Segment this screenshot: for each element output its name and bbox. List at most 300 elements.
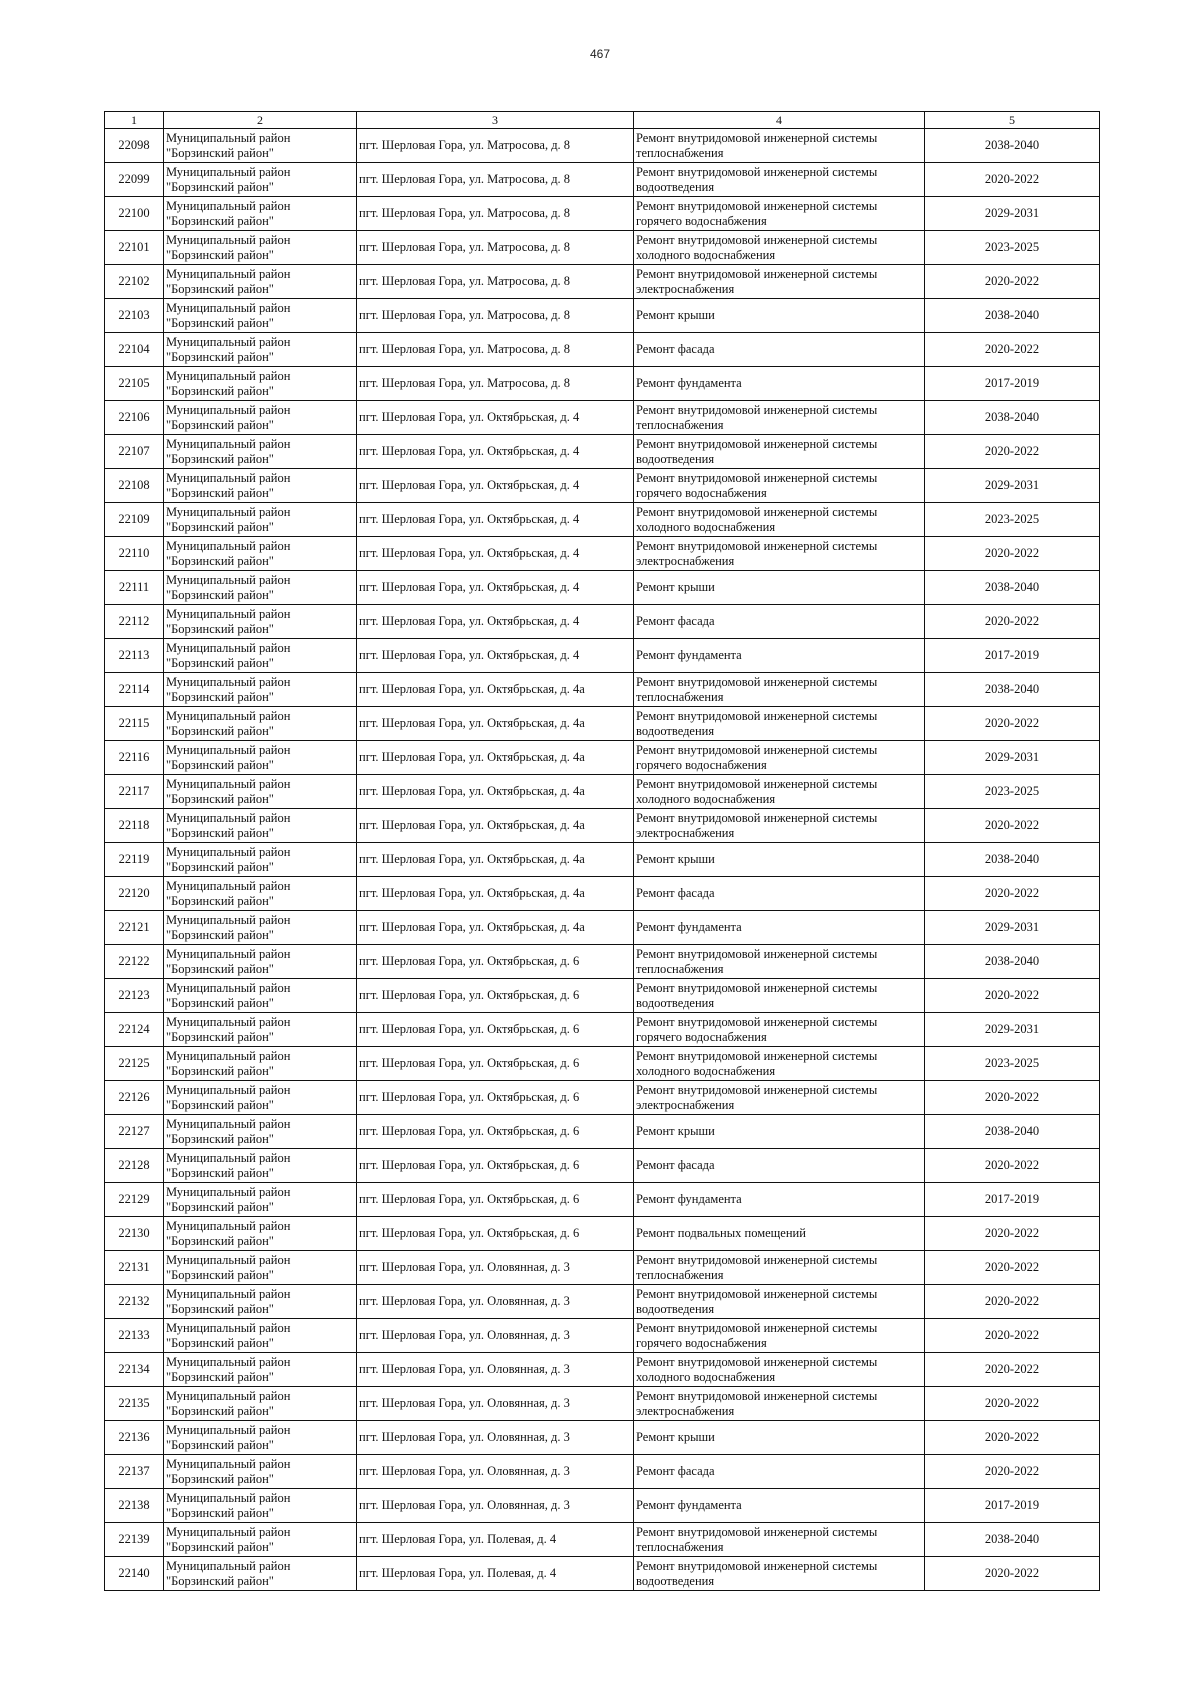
municipality-line: Муниципальный район	[166, 810, 291, 825]
address-cell: пгт. Шерловая Гора, ул. Октябрьская, д. 4а	[357, 673, 634, 707]
work-type-cell	[634, 333, 925, 367]
row-number: 22106	[105, 401, 164, 435]
period-cell: 2029-2031	[925, 469, 1100, 503]
municipality-cell	[164, 673, 357, 707]
period-cell: 2020-2022	[925, 1081, 1100, 1115]
work-type-cell	[634, 1217, 925, 1251]
period-cell: 2038-2040	[925, 673, 1100, 707]
work-type-line: холодного водоснабжения	[636, 1063, 776, 1078]
work-type-line: Ремонт внутридомовой инженерной системы	[636, 1252, 878, 1267]
table-row	[105, 1421, 1100, 1455]
period-cell: 2038-2040	[925, 571, 1100, 605]
work-type-line: Ремонт внутридомовой инженерной системы	[636, 810, 878, 825]
municipality-cell	[164, 163, 357, 197]
municipality-line: Муниципальный район	[166, 1286, 291, 1301]
period-cell: 2023-2025	[925, 503, 1100, 537]
period-cell: 2020-2022	[925, 265, 1100, 299]
work-type-cell	[634, 1353, 925, 1387]
table-row	[105, 1217, 1100, 1251]
work-type-line: холодного водоснабжения	[636, 247, 776, 262]
municipality-line: Муниципальный район	[166, 198, 291, 213]
row-number: 22120	[105, 877, 164, 911]
row-number: 22123	[105, 979, 164, 1013]
work-type-line: Ремонт внутридомовой инженерной системы	[636, 402, 878, 417]
column-header-4: 4	[634, 112, 925, 129]
row-number: 22133	[105, 1319, 164, 1353]
address-cell: пгт. Шерловая Гора, ул. Октябрьская, д. 6	[357, 1149, 634, 1183]
municipality-line: Муниципальный район	[166, 946, 291, 961]
work-type-cell	[634, 1523, 925, 1557]
table-row	[105, 163, 1100, 197]
column-header-5: 5	[925, 112, 1100, 129]
period-cell: 2020-2022	[925, 333, 1100, 367]
municipality-cell	[164, 1285, 357, 1319]
row-number: 22140	[105, 1557, 164, 1591]
municipality-line: Муниципальный район	[166, 1014, 291, 1029]
municipality-line: "Борзинский район"	[166, 1267, 274, 1282]
table-row	[105, 333, 1100, 367]
period-cell: 2038-2040	[925, 843, 1100, 877]
address-cell: пгт. Шерловая Гора, ул. Октябрьская, д. 6	[357, 945, 634, 979]
table-row	[105, 1557, 1100, 1591]
work-type-cell	[634, 775, 925, 809]
table-row	[105, 503, 1100, 537]
address-cell: пгт. Шерловая Гора, ул. Оловянная, д. 3	[357, 1421, 634, 1455]
work-type-line: Ремонт подвальных помещений	[636, 1226, 806, 1240]
municipality-cell	[164, 469, 357, 503]
address-cell: пгт. Шерловая Гора, ул. Оловянная, д. 3	[357, 1489, 634, 1523]
work-type-cell	[634, 163, 925, 197]
row-number: 22125	[105, 1047, 164, 1081]
municipality-cell	[164, 401, 357, 435]
address-cell: пгт. Шерловая Гора, ул. Октябрьская, д. 4	[357, 605, 634, 639]
period-cell: 2020-2022	[925, 707, 1100, 741]
municipality-cell	[164, 707, 357, 741]
municipality-cell	[164, 333, 357, 367]
municipality-line: "Борзинский район"	[166, 621, 274, 636]
table-body	[105, 129, 1100, 1591]
address-cell: пгт. Шерловая Гора, ул. Октябрьская, д. 4	[357, 639, 634, 673]
work-type-line: Ремонт фасада	[636, 1158, 715, 1172]
period-cell: 2020-2022	[925, 1251, 1100, 1285]
municipality-cell	[164, 639, 357, 673]
address-cell: пгт. Шерловая Гора, ул. Матросова, д. 8	[357, 367, 634, 401]
work-type-cell	[634, 673, 925, 707]
municipality-line: "Борзинский район"	[166, 995, 274, 1010]
municipality-line: "Борзинский район"	[166, 1233, 274, 1248]
row-number: 22139	[105, 1523, 164, 1557]
row-number: 22105	[105, 367, 164, 401]
municipality-line: Муниципальный район	[166, 1082, 291, 1097]
table-row	[105, 639, 1100, 673]
municipality-cell	[164, 1353, 357, 1387]
row-number: 22112	[105, 605, 164, 639]
municipality-cell	[164, 1489, 357, 1523]
row-number: 22104	[105, 333, 164, 367]
row-number: 22101	[105, 231, 164, 265]
municipality-cell	[164, 911, 357, 945]
municipality-line: "Борзинский район"	[166, 145, 274, 160]
work-type-cell	[634, 877, 925, 911]
work-type-cell	[634, 741, 925, 775]
table-row	[105, 435, 1100, 469]
row-number: 22130	[105, 1217, 164, 1251]
table-row	[105, 265, 1100, 299]
work-type-line: теплоснабжения	[636, 961, 724, 976]
work-type-cell	[634, 435, 925, 469]
work-type-line: электроснабжения	[636, 1403, 735, 1418]
municipality-cell	[164, 1455, 357, 1489]
work-type-line: Ремонт фундамента	[636, 1192, 742, 1206]
municipality-cell	[164, 1081, 357, 1115]
municipality-line: Муниципальный район	[166, 606, 291, 621]
municipality-line: "Борзинский район"	[166, 1505, 274, 1520]
address-cell: пгт. Шерловая Гора, ул. Оловянная, д. 3	[357, 1455, 634, 1489]
municipality-line: "Борзинский район"	[166, 1029, 274, 1044]
period-cell: 2020-2022	[925, 979, 1100, 1013]
period-cell: 2038-2040	[925, 945, 1100, 979]
municipality-line: Муниципальный район	[166, 844, 291, 859]
table-row	[105, 673, 1100, 707]
municipality-line: Муниципальный район	[166, 878, 291, 893]
address-cell: пгт. Шерловая Гора, ул. Матросова, д. 8	[357, 333, 634, 367]
municipality-cell	[164, 231, 357, 265]
work-type-line: горячего водоснабжения	[636, 757, 767, 772]
municipality-cell	[164, 367, 357, 401]
municipality-line: "Борзинский район"	[166, 1539, 274, 1554]
address-cell: пгт. Шерловая Гора, ул. Октябрьская, д. 4	[357, 537, 634, 571]
work-type-line: водоотведения	[636, 1573, 715, 1588]
municipality-line: Муниципальный район	[166, 1422, 291, 1437]
work-type-line: Ремонт внутридомовой инженерной системы	[636, 1320, 878, 1335]
address-cell: пгт. Шерловая Гора, ул. Матросова, д. 8	[357, 265, 634, 299]
municipality-line: Муниципальный район	[166, 1116, 291, 1131]
municipality-cell	[164, 1319, 357, 1353]
row-number: 22114	[105, 673, 164, 707]
work-type-line: Ремонт фундамента	[636, 376, 742, 390]
municipality-line: "Борзинский район"	[166, 1063, 274, 1078]
period-cell: 2023-2025	[925, 1047, 1100, 1081]
address-cell: пгт. Шерловая Гора, ул. Октябрьская, д. 4а	[357, 911, 634, 945]
municipality-cell	[164, 877, 357, 911]
municipality-line: "Борзинский район"	[166, 383, 274, 398]
municipality-line: "Борзинский район"	[166, 961, 274, 976]
municipality-line: Муниципальный район	[166, 266, 291, 281]
period-cell: 2020-2022	[925, 1455, 1100, 1489]
municipality-line: Муниципальный район	[166, 1320, 291, 1335]
row-number: 22108	[105, 469, 164, 503]
address-cell: пгт. Шерловая Гора, ул. Октябрьская, д. 6	[357, 1013, 634, 1047]
municipality-cell	[164, 537, 357, 571]
municipality-line: "Борзинский район"	[166, 791, 274, 806]
address-cell: пгт. Шерловая Гора, ул. Матросова, д. 8	[357, 129, 634, 163]
row-number: 22098	[105, 129, 164, 163]
municipality-line: Муниципальный район	[166, 538, 291, 553]
municipality-cell	[164, 503, 357, 537]
table-row	[105, 911, 1100, 945]
address-cell: пгт. Шерловая Гора, ул. Октябрьская, д. 4	[357, 503, 634, 537]
municipality-line: "Борзинский район"	[166, 689, 274, 704]
municipality-line: Муниципальный район	[166, 1456, 291, 1471]
row-number: 22100	[105, 197, 164, 231]
address-cell: пгт. Шерловая Гора, ул. Матросова, д. 8	[357, 197, 634, 231]
table-row	[105, 605, 1100, 639]
municipality-line: Муниципальный район	[166, 436, 291, 451]
work-type-line: Ремонт внутридомовой инженерной системы	[636, 164, 878, 179]
work-type-cell	[634, 571, 925, 605]
work-type-line: Ремонт внутридомовой инженерной системы	[636, 1286, 878, 1301]
row-number: 22128	[105, 1149, 164, 1183]
table-row	[105, 401, 1100, 435]
table-row	[105, 1183, 1100, 1217]
address-cell: пгт. Шерловая Гора, ул. Матросова, д. 8	[357, 231, 634, 265]
work-type-line: Ремонт внутридомовой инженерной системы	[636, 198, 878, 213]
municipality-line: Муниципальный район	[166, 334, 291, 349]
address-cell: пгт. Шерловая Гора, ул. Октябрьская, д. 6	[357, 1115, 634, 1149]
address-cell: пгт. Шерловая Гора, ул. Оловянная, д. 3	[357, 1319, 634, 1353]
work-type-cell	[634, 129, 925, 163]
municipality-cell	[164, 809, 357, 843]
work-type-line: Ремонт внутридомовой инженерной системы	[636, 436, 878, 451]
municipality-line: Муниципальный район	[166, 1184, 291, 1199]
municipality-line: Муниципальный район	[166, 300, 291, 315]
table-row	[105, 1149, 1100, 1183]
period-cell: 2029-2031	[925, 741, 1100, 775]
period-cell: 2017-2019	[925, 1183, 1100, 1217]
period-cell: 2038-2040	[925, 1523, 1100, 1557]
municipality-line: Муниципальный район	[166, 1150, 291, 1165]
municipality-line: "Борзинский район"	[166, 1573, 274, 1588]
address-cell: пгт. Шерловая Гора, ул. Октябрьская, д. 4а	[357, 741, 634, 775]
municipality-line: Муниципальный район	[166, 164, 291, 179]
table-row	[105, 1455, 1100, 1489]
municipality-line: Муниципальный район	[166, 232, 291, 247]
work-type-cell	[634, 605, 925, 639]
municipality-cell	[164, 265, 357, 299]
work-type-line: Ремонт внутридомовой инженерной системы	[636, 1388, 878, 1403]
work-type-cell	[634, 1251, 925, 1285]
municipality-line: Муниципальный район	[166, 130, 291, 145]
work-type-line: Ремонт крыши	[636, 1430, 715, 1444]
municipality-cell	[164, 1047, 357, 1081]
table-row	[105, 367, 1100, 401]
row-number: 22113	[105, 639, 164, 673]
work-type-line: Ремонт внутридомовой инженерной системы	[636, 980, 878, 995]
row-number: 22127	[105, 1115, 164, 1149]
address-cell: пгт. Шерловая Гора, ул. Октябрьская, д. 6	[357, 1217, 634, 1251]
period-cell: 2017-2019	[925, 367, 1100, 401]
period-cell: 2029-2031	[925, 911, 1100, 945]
work-type-cell	[634, 265, 925, 299]
work-type-line: Ремонт внутридомовой инженерной системы	[636, 1048, 878, 1063]
work-type-line: Ремонт крыши	[636, 308, 715, 322]
municipality-line: Муниципальный район	[166, 742, 291, 757]
address-cell: пгт. Шерловая Гора, ул. Оловянная, д. 3	[357, 1387, 634, 1421]
work-type-cell	[634, 1183, 925, 1217]
work-type-cell	[634, 1285, 925, 1319]
work-type-line: холодного водоснабжения	[636, 1369, 776, 1384]
row-number: 22119	[105, 843, 164, 877]
work-type-line: водоотведения	[636, 1301, 715, 1316]
repair-schedule-table	[104, 111, 1100, 1591]
table-row	[105, 537, 1100, 571]
municipality-line: Муниципальный район	[166, 368, 291, 383]
municipality-line: Муниципальный район	[166, 674, 291, 689]
work-type-line: горячего водоснабжения	[636, 213, 767, 228]
row-number: 22115	[105, 707, 164, 741]
work-type-cell	[634, 1455, 925, 1489]
row-number: 22129	[105, 1183, 164, 1217]
row-number: 22134	[105, 1353, 164, 1387]
address-cell: пгт. Шерловая Гора, ул. Матросова, д. 8	[357, 163, 634, 197]
column-header-2: 2	[164, 112, 357, 129]
work-type-line: теплоснабжения	[636, 145, 724, 160]
work-type-line: Ремонт внутридомовой инженерной системы	[636, 1014, 878, 1029]
address-cell: пгт. Шерловая Гора, ул. Октябрьская, д. 4а	[357, 843, 634, 877]
work-type-line: теплоснабжения	[636, 1267, 724, 1282]
table-row	[105, 197, 1100, 231]
work-type-line: теплоснабжения	[636, 1539, 724, 1554]
work-type-line: Ремонт внутридомовой инженерной системы	[636, 232, 878, 247]
municipality-cell	[164, 741, 357, 775]
period-cell: 2020-2022	[925, 809, 1100, 843]
municipality-line: Муниципальный район	[166, 504, 291, 519]
work-type-line: холодного водоснабжения	[636, 519, 776, 534]
address-cell: пгт. Шерловая Гора, ул. Октябрьская, д. 6	[357, 979, 634, 1013]
row-number: 22124	[105, 1013, 164, 1047]
work-type-line: Ремонт внутридомовой инженерной системы	[636, 1558, 878, 1573]
table-row	[105, 571, 1100, 605]
column-header-1: 1	[105, 112, 164, 129]
work-type-line: Ремонт внутридомовой инженерной системы	[636, 130, 878, 145]
period-cell: 2020-2022	[925, 1557, 1100, 1591]
header-row	[105, 112, 1100, 129]
table-row	[105, 1115, 1100, 1149]
work-type-cell	[634, 1387, 925, 1421]
period-cell: 2029-2031	[925, 197, 1100, 231]
municipality-line: "Борзинский район"	[166, 451, 274, 466]
municipality-line: "Борзинский район"	[166, 349, 274, 364]
municipality-line: Муниципальный район	[166, 1252, 291, 1267]
table-row	[105, 843, 1100, 877]
work-type-cell	[634, 1081, 925, 1115]
municipality-cell	[164, 1557, 357, 1591]
work-type-line: Ремонт внутридомовой инженерной системы	[636, 708, 878, 723]
period-cell: 2017-2019	[925, 639, 1100, 673]
work-type-line: Ремонт фундамента	[636, 920, 742, 934]
period-cell: 2020-2022	[925, 435, 1100, 469]
period-cell: 2038-2040	[925, 299, 1100, 333]
municipality-line: "Борзинский район"	[166, 655, 274, 670]
table-row	[105, 1081, 1100, 1115]
work-type-line: водоотведения	[636, 995, 715, 1010]
work-type-line: холодного водоснабжения	[636, 791, 776, 806]
work-type-line: водоотведения	[636, 723, 715, 738]
row-number: 22111	[105, 571, 164, 605]
period-cell: 2020-2022	[925, 1149, 1100, 1183]
municipality-line: Муниципальный район	[166, 572, 291, 587]
row-number: 22132	[105, 1285, 164, 1319]
address-cell: пгт. Шерловая Гора, ул. Оловянная, д. 3	[357, 1353, 634, 1387]
table-row	[105, 1319, 1100, 1353]
table-row	[105, 1489, 1100, 1523]
address-cell: пгт. Шерловая Гора, ул. Октябрьская, д. 4а	[357, 707, 634, 741]
municipality-line: "Борзинский район"	[166, 859, 274, 874]
municipality-line: "Борзинский район"	[166, 1437, 274, 1452]
work-type-line: Ремонт фундамента	[636, 648, 742, 662]
municipality-cell	[164, 605, 357, 639]
table-row	[105, 1353, 1100, 1387]
municipality-cell	[164, 1523, 357, 1557]
table-row	[105, 299, 1100, 333]
work-type-cell	[634, 809, 925, 843]
municipality-line: "Борзинский район"	[166, 927, 274, 942]
work-type-cell	[634, 197, 925, 231]
municipality-cell	[164, 1217, 357, 1251]
municipality-line: "Борзинский район"	[166, 1131, 274, 1146]
row-number: 22138	[105, 1489, 164, 1523]
column-header-3: 3	[357, 112, 634, 129]
work-type-line: Ремонт фасада	[636, 886, 715, 900]
municipality-line: Муниципальный район	[166, 1490, 291, 1505]
work-type-cell	[634, 707, 925, 741]
work-type-line: Ремонт внутридомовой инженерной системы	[636, 504, 878, 519]
municipality-line: "Борзинский район"	[166, 553, 274, 568]
municipality-cell	[164, 435, 357, 469]
work-type-cell	[634, 537, 925, 571]
row-number: 22109	[105, 503, 164, 537]
municipality-line: "Борзинский район"	[166, 723, 274, 738]
period-cell: 2020-2022	[925, 605, 1100, 639]
table-row	[105, 775, 1100, 809]
municipality-line: Муниципальный район	[166, 1354, 291, 1369]
municipality-cell	[164, 1387, 357, 1421]
work-type-line: электроснабжения	[636, 825, 735, 840]
period-cell: 2020-2022	[925, 163, 1100, 197]
work-type-line: Ремонт фасада	[636, 342, 715, 356]
address-cell: пгт. Шерловая Гора, ул. Октябрьская, д. 4	[357, 435, 634, 469]
municipality-line: Муниципальный район	[166, 1388, 291, 1403]
municipality-line: Муниципальный район	[166, 470, 291, 485]
table-row	[105, 945, 1100, 979]
work-type-cell	[634, 639, 925, 673]
period-cell: 2020-2022	[925, 1421, 1100, 1455]
table-row	[105, 877, 1100, 911]
period-cell: 2020-2022	[925, 1217, 1100, 1251]
work-type-cell	[634, 979, 925, 1013]
period-cell: 2020-2022	[925, 1387, 1100, 1421]
period-cell: 2029-2031	[925, 1013, 1100, 1047]
work-type-cell	[634, 1047, 925, 1081]
table-row	[105, 469, 1100, 503]
municipality-line: "Борзинский район"	[166, 1403, 274, 1418]
municipality-line: "Борзинский район"	[166, 315, 274, 330]
table-row	[105, 1523, 1100, 1557]
municipality-line: Муниципальный район	[166, 708, 291, 723]
municipality-line: Муниципальный район	[166, 980, 291, 995]
address-cell: пгт. Шерловая Гора, ул. Полевая, д. 4	[357, 1557, 634, 1591]
row-number: 22110	[105, 537, 164, 571]
municipality-line: "Борзинский район"	[166, 281, 274, 296]
page-number: 467	[589, 47, 611, 61]
municipality-line: "Борзинский район"	[166, 893, 274, 908]
period-cell: 2020-2022	[925, 1285, 1100, 1319]
work-type-cell	[634, 1489, 925, 1523]
work-type-cell	[634, 945, 925, 979]
municipality-line: "Борзинский район"	[166, 485, 274, 500]
municipality-line: Муниципальный район	[166, 1524, 291, 1539]
work-type-line: водоотведения	[636, 179, 715, 194]
